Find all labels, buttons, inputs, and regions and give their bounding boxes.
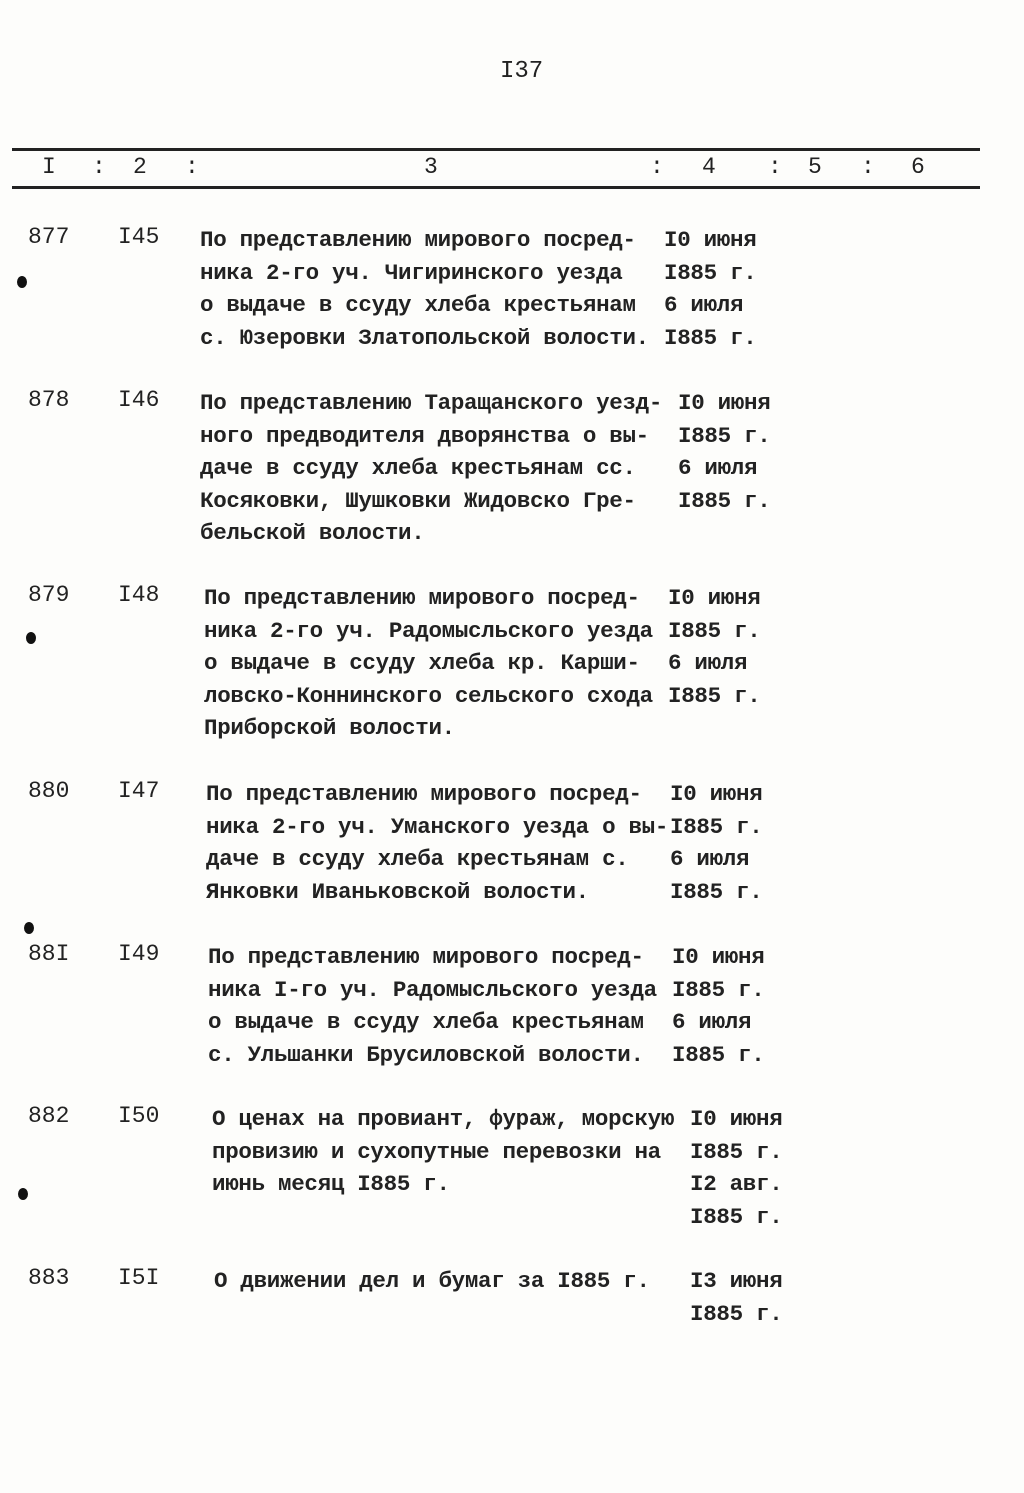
item-number: 882: [28, 1103, 70, 1129]
item-dates: [672, 941, 764, 1071]
item-dates: [678, 387, 770, 517]
item-number: 877: [28, 224, 70, 250]
date-line: I0 июня: [664, 227, 757, 253]
date-line: I885 г.: [672, 976, 765, 1003]
header-sep: :: [650, 154, 664, 180]
header-col-2: 2: [133, 154, 147, 180]
header-sep: :: [768, 154, 782, 180]
title-line: О движении дел и бумаг за I885 г.: [214, 1268, 650, 1294]
item-title: [204, 582, 653, 745]
date-line: I885 г.: [670, 813, 763, 840]
title-line: По представлению мирового посред-: [206, 781, 642, 807]
header-col-5: 5: [808, 154, 822, 180]
date-line: I0 июня: [678, 390, 771, 416]
date-line: I3 июня: [690, 1268, 783, 1294]
sheet-number: I47: [118, 778, 160, 804]
title-line: даче в ссуду хлеба крестьянам с.: [206, 846, 629, 872]
title-line: ного предводителя дворянства о вы-: [200, 422, 649, 449]
item-title: [200, 387, 662, 550]
date-line: I885 г.: [678, 422, 771, 449]
date-line: I885 г.: [690, 1138, 783, 1165]
title-line: о выдаче в ссуду хлеба кр. Карши-: [204, 650, 640, 676]
title-line: с. Юзеровки Златопольской волости.: [200, 324, 649, 351]
date-line: I885 г.: [668, 682, 761, 709]
item-dates: [670, 778, 762, 908]
punch-mark: [17, 276, 27, 288]
date-line: I0 июня: [670, 781, 763, 807]
date-line: I0 июня: [672, 944, 765, 970]
item-dates: [690, 1103, 782, 1233]
title-line: о выдаче в ссуду хлеба крестьянам: [200, 292, 636, 318]
title-line: ника 2-го уч. Чигиринского уезда: [200, 259, 623, 286]
item-number: 88I: [28, 941, 70, 967]
date-line: I0 июня: [690, 1106, 783, 1132]
title-line: Янковки Иваньковской волости.: [206, 878, 589, 905]
date-line: 6 июля: [672, 1009, 752, 1035]
item-title: [208, 941, 657, 1071]
date-line: I885 г.: [670, 878, 763, 905]
title-line: О ценах на провиант, фураж, морскую: [212, 1106, 675, 1132]
sheet-number: I49: [118, 941, 160, 967]
title-line: ловско-Коннинского сельского схода: [204, 682, 653, 709]
date-line: I885 г.: [690, 1300, 783, 1327]
title-line: ника I-го уч. Радомысльского уезда: [208, 976, 657, 1003]
date-line: I885 г.: [672, 1041, 765, 1068]
sheet-number: I50: [118, 1103, 160, 1129]
title-line: По представлению мирового посред-: [200, 227, 636, 253]
table-top-rule: [12, 148, 980, 151]
title-line: провизию и сухопутные перевозки на: [212, 1138, 661, 1165]
item-number: 883: [28, 1265, 70, 1291]
date-line: I885 г.: [664, 259, 757, 286]
item-number: 878: [28, 387, 70, 413]
punch-mark: [18, 1188, 28, 1200]
date-line: 6 июля: [678, 455, 758, 481]
title-line: даче в ссуду хлеба крестьянам сс.: [200, 455, 636, 481]
date-line: 6 июля: [668, 650, 748, 676]
item-number: 879: [28, 582, 70, 608]
date-line: I885 г.: [678, 487, 771, 514]
title-line: ника 2-го уч. Радомысльского уезда: [204, 617, 653, 644]
title-line: По представлению Таращанского уезд-: [200, 390, 663, 416]
title-line: июнь месяц I885 г.: [212, 1171, 450, 1197]
title-line: Косяковки, Шушковки Жидовско Гре-: [200, 487, 636, 514]
item-dates: [668, 582, 760, 712]
title-line: Приборской волости.: [204, 715, 455, 741]
header-col-6: 6: [911, 154, 925, 180]
item-title: [206, 778, 668, 908]
item-title: [214, 1265, 650, 1298]
header-col-4: 4: [702, 154, 716, 180]
header-sep: :: [861, 154, 875, 180]
item-dates: [690, 1265, 782, 1330]
header-col-3: 3: [424, 154, 438, 180]
header-sep: :: [92, 154, 106, 180]
sheet-number: I46: [118, 387, 160, 413]
page-number: I37: [500, 58, 544, 85]
date-line: I885 г.: [690, 1203, 783, 1230]
date-line: I0 июня: [668, 585, 761, 611]
date-line: I885 г.: [668, 617, 761, 644]
title-line: ника 2-го уч. Уманского уезда о вы-: [206, 813, 669, 840]
sheet-number: I48: [118, 582, 160, 608]
title-line: бельской волости.: [200, 520, 425, 546]
title-line: По представлению мирового посред-: [208, 944, 644, 970]
table-header-rule: [12, 186, 980, 189]
title-line: с. Ульшанки Брусиловской волости.: [208, 1041, 644, 1068]
date-line: I2 авг.: [690, 1171, 783, 1197]
date-line: 6 июля: [664, 292, 744, 318]
header-sep: :: [185, 154, 199, 180]
sheet-number: I5I: [118, 1265, 160, 1291]
item-number: 880: [28, 778, 70, 804]
punch-mark: [24, 922, 34, 934]
item-title: [200, 224, 649, 354]
date-line: 6 июля: [670, 846, 750, 872]
item-dates: [664, 224, 756, 354]
title-line: о выдаче в ссуду хлеба крестьянам: [208, 1009, 644, 1035]
punch-mark: [26, 632, 36, 644]
title-line: По представлению мирового посред-: [204, 585, 640, 611]
item-title: [212, 1103, 674, 1201]
header-col-1: I: [42, 154, 56, 180]
sheet-number: I45: [118, 224, 160, 250]
date-line: I885 г.: [664, 324, 757, 351]
